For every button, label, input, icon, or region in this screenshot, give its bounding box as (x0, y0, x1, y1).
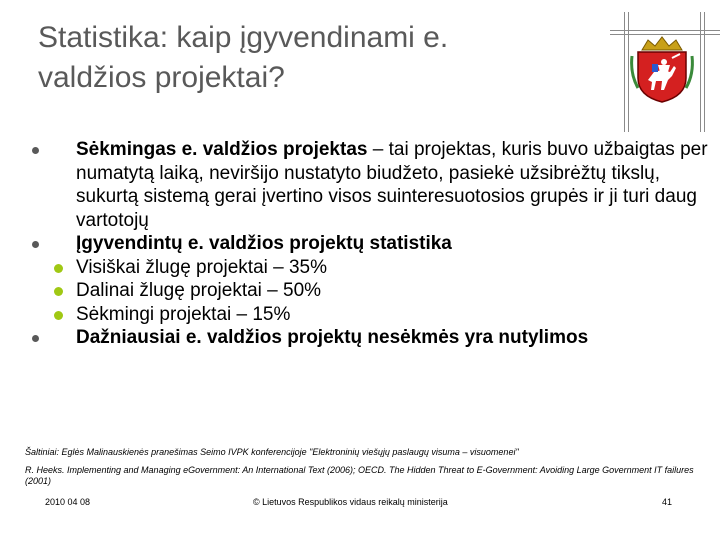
sources (25, 447, 705, 487)
bullet-bold-text: Dažniausiai e. valdžios projektų nesėkmės yra nutylimos (76, 327, 589, 348)
sub-bullet-item (28, 279, 708, 303)
slide-title (38, 18, 598, 98)
bullet-item (28, 232, 708, 256)
bullet-item (28, 326, 708, 350)
bullet-text: – tai projektas, kuris buvo užbaigtas per numatytą laiką, neviršijo nustatyto biudžeto, pasiekė užsibrėžtų tikslų, sukurtą sistemą gerai įvertino visos suinteresuotosios grupės ir ji turi daug vartotojų (76, 139, 708, 231)
title-line-2: valdžios projektai? (38, 61, 285, 94)
sub-bullet-icon (54, 264, 63, 273)
sub-bullet-text: Sėkmingi projektai – 15% (76, 303, 291, 325)
page-number: 41 (662, 497, 673, 507)
sub-bullet-icon (54, 311, 63, 320)
footer-date: 2010 04 08 (45, 497, 91, 507)
bullet-item (28, 138, 708, 232)
source-line-1: Šaltiniai: Eglės Malinauskienės pranešimas Seimo IVPK konferencijoje "Elektroninių viešųjų paslaugų visuma – visuomenei" (25, 447, 519, 457)
coat-of-arms-emblem-icon (628, 34, 696, 104)
slide-body (28, 138, 708, 350)
bullet-icon (32, 241, 39, 248)
sub-bullet-item (28, 256, 708, 280)
source-line-2: R. Heeks. Implementing and Managing eGovernment: An International Text (2006); OECD. The Hidden Threat to E-Government: Avoiding Large Government IT failures (2001) (25, 465, 694, 486)
sub-bullet-icon (54, 287, 63, 296)
sub-bullet-text: Visiškai žlugę projektai – 35% (76, 256, 328, 278)
title-line-1: Statistika: kaip įgyvendinami e. (38, 21, 449, 54)
bullet-bold-text: Įgyvendintų e. valdžios projektų statistika (76, 233, 452, 254)
footer-organization: © Lietuvos Respublikos vidaus reikalų ministerija (253, 497, 448, 507)
bullet-icon (32, 147, 39, 154)
sub-bullet-text: Dalinai žlugę projektai – 50% (76, 280, 322, 301)
bullet-icon (32, 335, 39, 342)
bullet-bold-text: Sėkmingas e. valdžios projektas (76, 139, 368, 160)
sub-bullet-item (28, 303, 708, 327)
decor-line (610, 30, 720, 31)
